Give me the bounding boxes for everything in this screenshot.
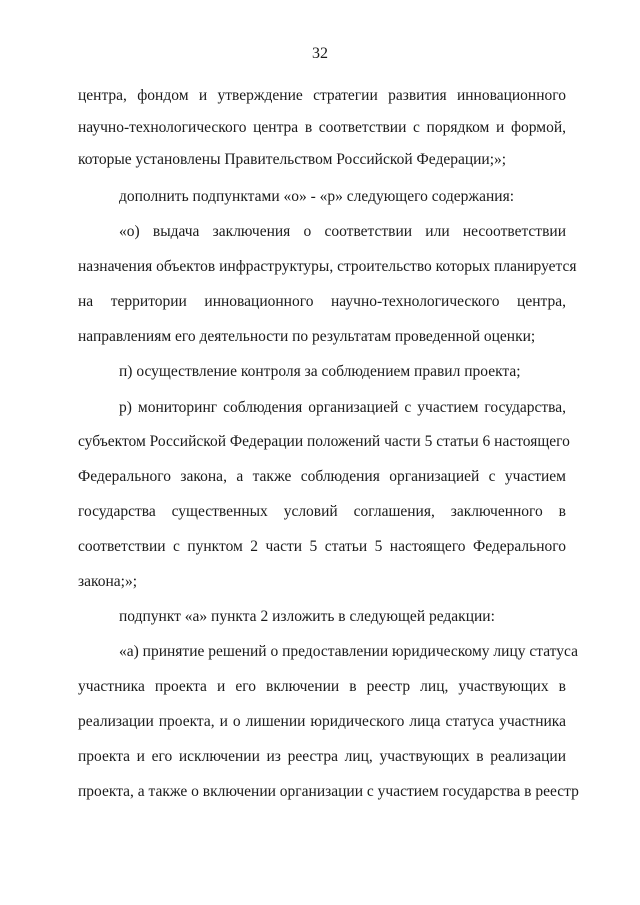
text-line: направлениям его деятельности по результатам проведенной оценки; [78,328,536,345]
text-line: п) осуществление контроля за соблюдением правил проекта; [119,363,521,380]
text-line: проекта, а также о включении организации с участием государства в реестр [78,783,579,800]
text-line: «о) выдача заключения о соответствии или несоответствии [119,223,566,240]
text-line: государства существенных условий соглашения, заключенного в [78,503,566,520]
text-line: научно-технологического центра в соответствии с порядком и формой, [78,119,566,136]
text-line: р) мониторинг соблюдения организацией с участием государства, [119,399,566,416]
text-line: субъектом Российской Федерации положений части 5 статьи 6 настоящего [78,433,570,450]
text-line: центра, фондом и утверждение стратегии развития инновационного [78,87,566,104]
text-line: соответствии с пунктом 2 части 5 статьи 5 настоящего Федерального [78,538,566,555]
text-line: реализации проекта, и о лишении юридического лица статуса участника [78,713,566,730]
text-line: Федерального закона, а также соблюдения организацией с участием [78,468,566,485]
text-line: на территории инновационного научно-технологического центра, [78,293,566,310]
page-number: 32 [312,45,328,62]
text-line: проекта и его исключении из реестра лиц, участвующих в реализации [78,748,566,765]
text-line: назначения объектов инфраструктуры, строительство которых планируется [78,258,577,275]
text-line: которые установлены Правительством Российской Федерации;»; [78,151,507,168]
text-line: дополнить подпунктами «о» - «р» следующего содержания: [119,188,515,205]
text-line: подпункт «а» пункта 2 изложить в следующей редакции: [119,608,495,625]
text-line: «а) принятие решений о предоставлении юридическому лицу статуса [119,643,578,660]
text-line: участника проекта и его включении в реестр лиц, участвующих в [78,678,566,695]
text-line: закона;»; [78,573,138,590]
